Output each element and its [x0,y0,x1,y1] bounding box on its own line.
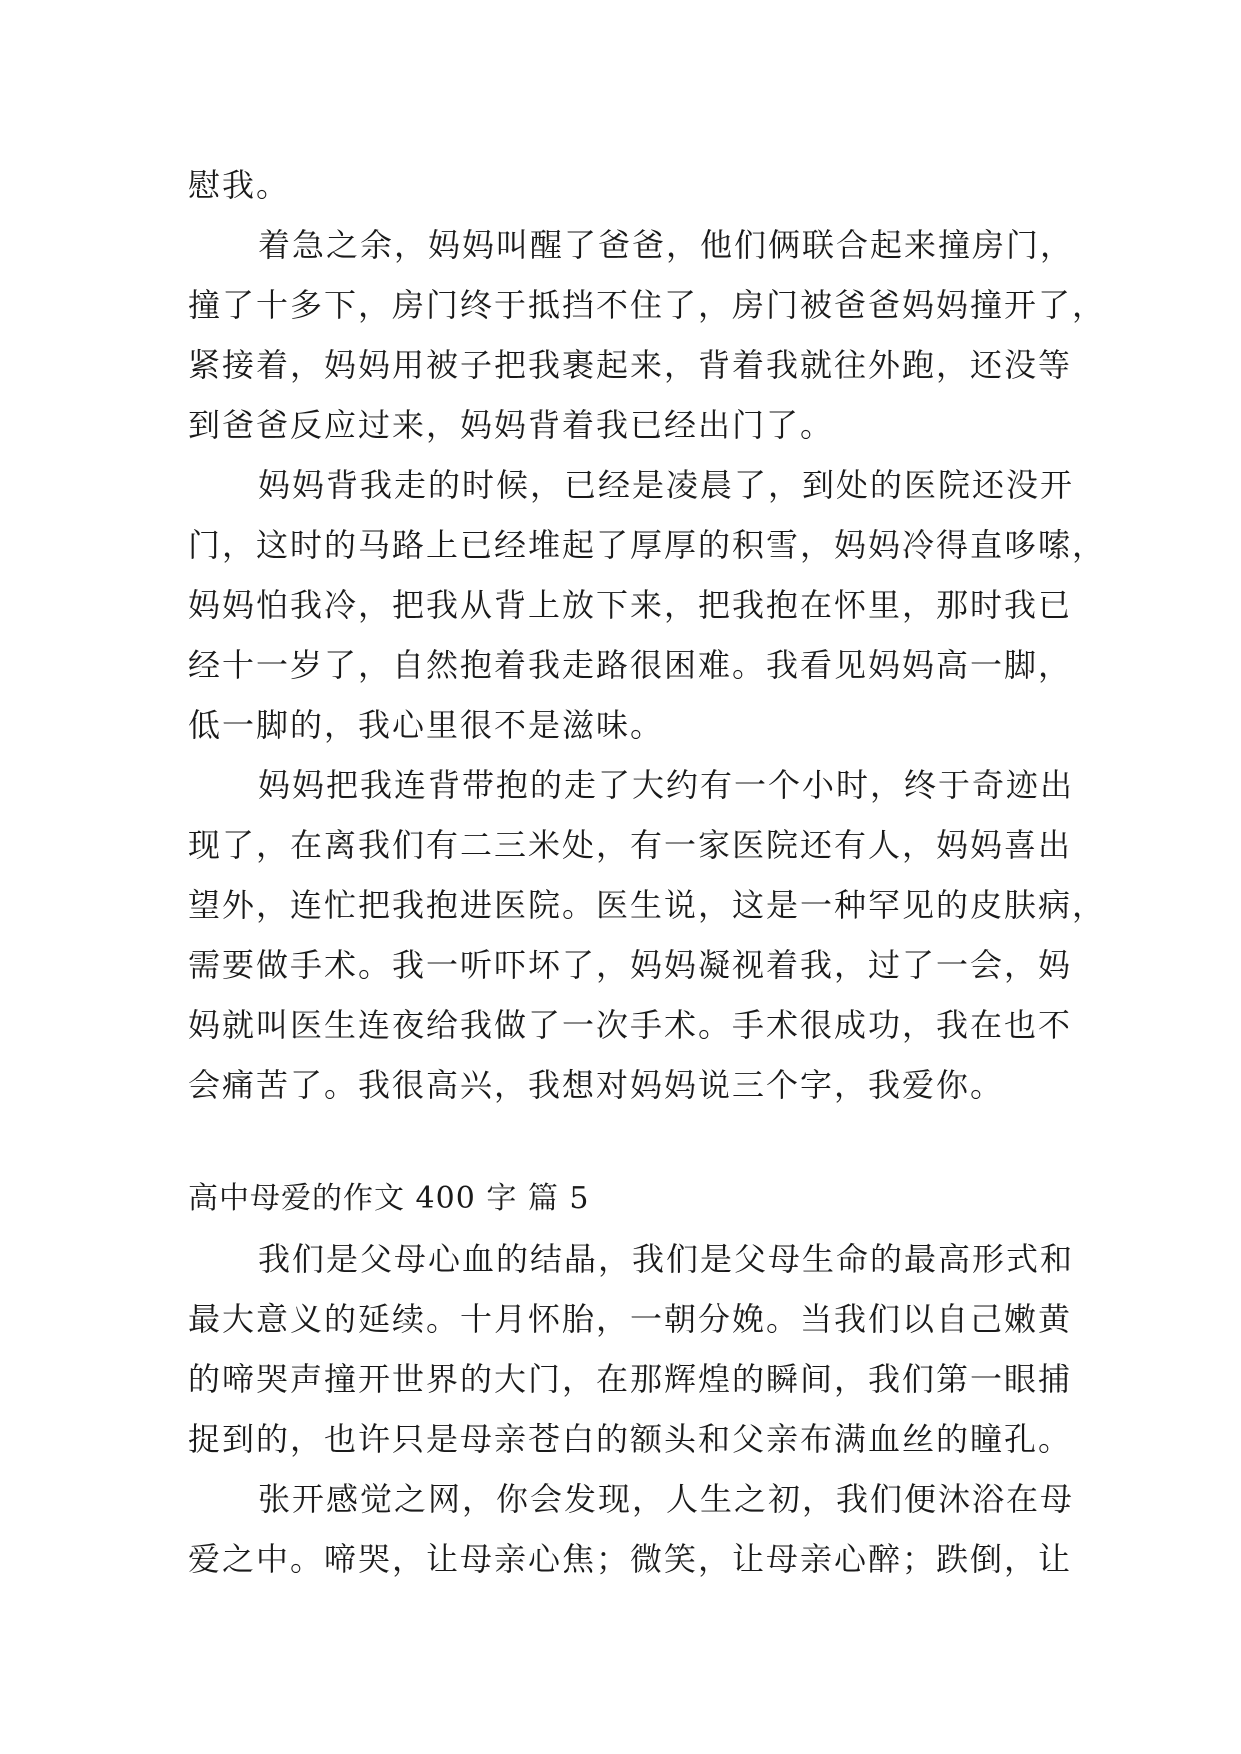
text-line: 我们是父母心血的结晶，我们是父母生命的最高形式和 [258,1240,1075,1278]
text-line: 低一脚的，我心里很不是滋味。 [188,706,665,744]
text-line: 会痛苦了。我很高兴，我想对妈妈说三个字，我爱你。 [188,1066,1005,1104]
text-line: 最大意义的延续。十月怀胎，一朝分娩。当我们以自己嫩黄 [188,1300,1073,1338]
text-line: 撞了十多下，房门终于抵挡不住了，房门被爸爸妈妈撞开了， [188,286,1107,324]
text-line: 张开感觉之网，你会发现，人生之初，我们便沐浴在母 [258,1480,1075,1518]
text-line: 捉到的，也许只是母亲苍白的额头和父亲布满血丝的瞳孔。 [188,1420,1073,1458]
section-spacer [188,1115,1068,1169]
text-line: 经十一岁了，自然抱着我走路很困难。我看见妈妈高一脚， [188,646,1073,684]
text-line: 的啼哭声撞开世界的大门，在那辉煌的瞬间，我们第一眼捕 [188,1360,1073,1398]
text-line: 妈妈把我连背带抱的走了大约有一个小时，终于奇迹出 [258,766,1075,804]
section-title: 高中母爱的作文 400 字 篇 5 [188,1181,590,1216]
text-line: 需要做手术。我一听吓坏了，妈妈凝视着我，过了一会，妈 [188,946,1073,984]
paragraph [188,155,1068,215]
text-line: 着急之余，妈妈叫醒了爸爸，他们俩联合起来撞房门， [258,226,1075,264]
text-line: 紧接着，妈妈用被子把我裹起来，背着我就往外跑，还没等 [188,346,1073,384]
paragraph [188,215,1107,455]
text-line: 门，这时的马路上已经堆起了厚厚的积雪，妈妈冷得直哆嗦， [188,526,1107,564]
text-line: 妈就叫医生连夜给我做了一次手术。手术很成功，我在也不 [188,1006,1073,1044]
text-line: 慰我。 [188,166,291,204]
document-body [188,155,1107,1589]
text-line: 望外，连忙把我抱进医院。医生说，这是一种罕见的皮肤病， [188,886,1107,924]
text-line: 到爸爸反应过来，妈妈背着我已经出门了。 [188,406,835,444]
paragraph [188,1229,1075,1469]
paragraph [188,455,1107,755]
text-line: 妈妈背我走的时候，已经是凌晨了，到处的医院还没开 [258,466,1075,504]
text-line: 爱之中。啼哭，让母亲心焦；微笑，让母亲心醉；跌倒，让 [188,1540,1073,1578]
text-line: 妈妈怕我冷，把我从背上放下来，把我抱在怀里，那时我已 [188,586,1073,624]
paragraph [188,755,1107,1115]
text-line: 现了，在离我们有二三米处，有一家医院还有人，妈妈喜出 [188,826,1073,864]
paragraph [188,1469,1075,1589]
